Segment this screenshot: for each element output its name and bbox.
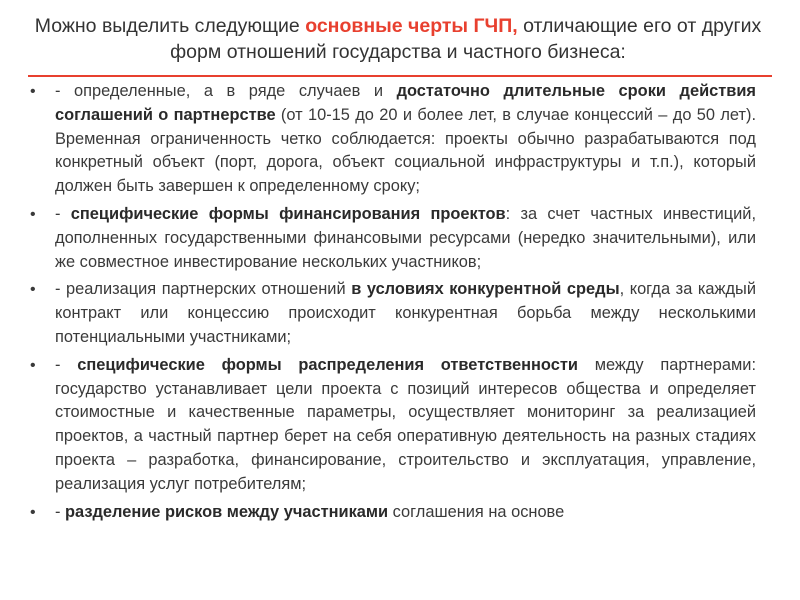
title-divider — [28, 75, 772, 77]
list-item — [28, 501, 756, 525]
slide-title — [28, 13, 768, 65]
item-text: - — [55, 502, 66, 521]
item-text: - реализация партнерских отношений — [55, 280, 352, 299]
item-text: , когда за каждый контракт или концессию происходит конкурентная борьба между несколькими потенциальными участниками; — [55, 280, 756, 346]
bullet-icon: • — [30, 503, 36, 521]
item-text: : за счет частных инвестиций, дополненных государственными финансовыми ресурсами (нередко значительными), или же совместное инвестирование нескольких участников; — [55, 204, 757, 271]
bullet-icon: • — [30, 205, 36, 223]
item-emphasis: достаточно длительные сроки действия соглашений о партнерстве — [55, 82, 756, 124]
item-text: - — [55, 204, 71, 223]
item-emphasis: разделение рисков между участниками — [65, 502, 389, 521]
item-text: между партнерами: государство устанавливает цели проекта с позиций интересов общества и определяет стоимостные и качественные параметры, осуществляет мониторинг за реализацией проектов, а частный партнер берет на себя оперативную деятельность на разных стадиях проекта – разработка, финансирование, строительство и эксплуатация, управление, реализация услуг потребителям; — [55, 355, 756, 493]
bullet-icon: • — [30, 83, 36, 100]
item-text: (от 10-15 до 20 и более лет, в случае концессий – до 50 лет). Временная ограниченность четко соблюдается: проекты обычно разрабатываются под конкретный объект (порт, дорога, объект социальной инфраструктуры и т.п.), который должен быть завершен к определенному сроку; — [55, 105, 756, 196]
features-list — [28, 80, 756, 524]
item-emphasis: в условиях конкурентной среды — [351, 280, 620, 299]
title-text-start: Можно выделить следующие — [34, 15, 306, 37]
list-item — [28, 278, 756, 349]
item-emphasis: специфические формы распределения ответственности — [77, 355, 578, 374]
list-item — [28, 354, 756, 497]
item-text: соглашения на основе — [388, 502, 565, 521]
title-text-end: отличающие его от других форм отношений государства и частного бизнеса: — [170, 15, 762, 63]
item-text: - определенные, а в ряде случаев и — [55, 82, 397, 100]
item-text: - — [55, 355, 78, 374]
list-item — [28, 80, 756, 199]
list-item — [28, 203, 756, 274]
bullet-icon: • — [30, 281, 36, 299]
item-emphasis: специфические формы финансирования проектов — [70, 204, 506, 223]
title-highlight: основные черты ГЧП, — [305, 15, 518, 37]
bullet-icon: • — [30, 356, 36, 374]
